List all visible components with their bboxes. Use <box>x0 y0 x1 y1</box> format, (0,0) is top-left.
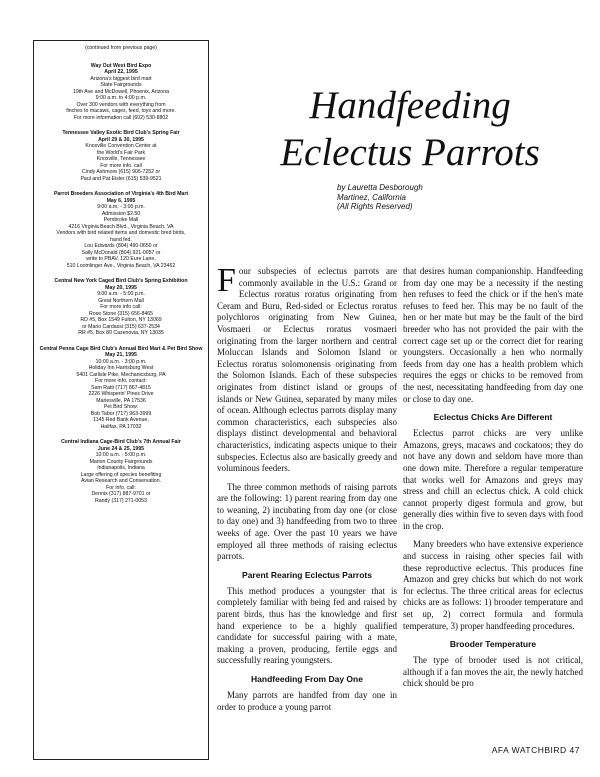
article-title <box>250 82 570 176</box>
event-detail-line: 19th Ave and McDowell, Phoenix, Arizona <box>73 88 169 95</box>
section-heading: Parent Rearing Eclectus Parrots <box>242 569 372 580</box>
event-detail-line: Halifax, PA 17032 <box>100 423 142 430</box>
event-detail-line: 9:00 a.m. - 3:00 p.m. <box>97 204 145 210</box>
event-detail-line: Randy (317) 271-0053 <box>95 497 147 504</box>
event-detail-line: Bob Tabor (717) 963-3999 <box>90 410 152 417</box>
event-detail-line: or Mario Cardassi (315) 637-2534 <box>82 323 160 330</box>
event-detail-line: Great Northern Mall <box>98 297 144 304</box>
byline-author: by Lauretta Desborough <box>337 183 423 192</box>
title-line-1: Handfeeding <box>309 84 511 127</box>
event-detail-line: Lou Edwards (804) 490-0650 or <box>84 243 158 249</box>
event-detail-line: 5401 Carlisle Pike, Mechanicsburg, PA <box>76 371 166 378</box>
event-detail-line: Pembroke Mall <box>103 217 139 223</box>
event-listing <box>38 63 204 122</box>
event-detail-line: Paul and Pat Eisler (615) 539-9521 <box>80 175 162 182</box>
event-detail-line: Marion County Fairgrounds <box>89 458 153 465</box>
event-detail-line: 510 Loomlinger Ave., Virginia Beach, VA 23462 <box>66 262 176 269</box>
event-detail-line: RD #5, Box 1549 Fulton, NY 13069 <box>80 317 162 323</box>
event-detail-line: For more info. contact: <box>95 378 147 384</box>
event-detail-line: Pet Bird Show: <box>103 404 139 410</box>
section-heading: Eclectus Chicks Are Different <box>433 412 553 423</box>
event-listing <box>38 191 204 269</box>
event-detail-line: Rose Stone (315) 656-8465 <box>88 310 154 317</box>
event-name: Parrot Breeders Association of Virginia's 4th Bird Mart <box>53 191 189 197</box>
article-column-2 <box>403 266 583 697</box>
event-name: Central New York Caged Bird Club's Spring Exhibition <box>54 278 188 284</box>
paragraph: Many breeders who have extensive experience and success in raising other species fail with these reproductive eclectus. This produces fine Amazon and grey chicks but which do not work for eclectus. The three critical areas for eclectus chicks are as follows: 1) brooder temperature and set up, 2) correct formula and formula temperature, 3) proper handfeeding procedures. <box>403 539 583 631</box>
paragraph: Eclectus parrot chicks are very unlike Amazons, greys, macaws and cockatoos; they do not have any down and seldom have more than one down mite. Therefore a regular temperature that works well for Amazons and greys may stress and chill an eclectus chick. A cold chick cannot properly digest formula and grow, but generally dies within five to seven days with food in the crop. <box>403 428 583 531</box>
event-detail-line: 10:00 a.m. - 5:00 p.m. <box>95 452 147 458</box>
event-listing <box>38 278 204 337</box>
paragraph: The type of brooder used is not critical, although if a fan moves the air, the newly hatched chick should be pro <box>403 655 583 689</box>
event-detail-line: 2226 Whisperin' Pines Drive <box>88 391 154 397</box>
event-detail-line: Vendors with bird related items and domestic bred birds, <box>56 230 186 236</box>
event-detail-line: RR #5, Box 80 Cazenovia, NY 13035 <box>78 330 164 336</box>
event-name: Central Indiana Cage-Bird Club's 7th Annual Fair <box>61 439 181 445</box>
event-detail-line: the World's Fair Park <box>96 149 146 156</box>
event-detail-line: Holiday Inn Harrisburg West <box>88 365 154 371</box>
paragraph: This method produces a youngster that is completely familiar with being fed and raised by parent birds, thus has the knowledge and first hand experience to be a highly qualified candidate for successful pairing with a mate, making a proven, producing, fertile eggs and successfully rearing youngsters. <box>217 585 397 666</box>
article-column-1 <box>217 262 397 720</box>
continued-note: (continued from previous page) <box>85 45 157 51</box>
event-detail-line: Sally McDonald (804) 921-0057 or <box>81 249 161 256</box>
paragraph: Many parrots are handfed from day one in order to produce a young parrot <box>217 690 397 712</box>
event-detail-line: Arizona's biggest bird mart <box>90 75 152 82</box>
event-detail-line: For more information call (602) 530-8802 <box>73 114 169 121</box>
byline-location: Martinez, California <box>337 192 406 202</box>
intro-text: our subspecies of eclectus parrots are commonly available in the U.S.: Grand or Eclectus roratus roratus originating from Ceram and Buru, Red-sided or Eclectus roratus polychloros originating from New Guinea, Vosmaeri or Eclectus roratus vosmaeri originating from the larger northern and central Moluccan Islands and Solomon Island or Eclectus roratus solomonensis originating from the Solomon Islands. Each of these subspecies originates from distinct island or groups of islands or New Guinea, separated by many miles of ocean. Although eclectus parrots display many common characteristics, each subspecies also displays distinct developmental and behavioral characteristics, indicating aspects unique to their subspecies. Eclectus also are basically greedy and voluminous feeders. <box>217 266 397 474</box>
event-detail-line: 1145 Red Bank Avenue, <box>93 417 149 423</box>
drop-cap: F <box>217 262 236 299</box>
event-name: Tennessee Valley Exotic Bird Club's Spring Fair <box>62 130 180 136</box>
event-detail-line: Over 300 vendors with everything from <box>76 101 166 108</box>
event-detail-line: 9:00 a.m. - 5:00 p.m. <box>97 291 145 297</box>
title-line-2: Eclectus Parrots <box>280 131 540 174</box>
event-detail-line: finches to macaws, cages, feed, toys and more. <box>66 108 176 114</box>
event-listing <box>38 346 204 431</box>
event-name: Way Out West Bird Expo <box>90 62 152 69</box>
event-listing <box>38 130 204 182</box>
event-detail-line: write to PBAV, 120 Eure Lane, <box>86 256 156 262</box>
event-date: May 6, 1995 <box>106 197 136 204</box>
event-detail-line: Cindy Ashmore (615) 906-7252 or <box>81 169 161 175</box>
page-footer: AFA WATCHBIRD 47 <box>491 745 580 755</box>
paragraph: The three common methods of raising parrots are the following: 1) parent rearing from day one to weaning, 2) incubating from day one (or close to day one) and 3) handfeeding from two to three weeks of age. Over the past 10 years we have employed all three methods of raising eclectus parrots. <box>217 481 397 562</box>
byline-rights: (All Rights Reserved) <box>337 202 413 211</box>
event-detail-line: For more info call: <box>100 304 142 310</box>
event-date: April 29 & 30, 1995 <box>98 136 144 143</box>
event-detail-line: Indianapolis, Indiana <box>97 465 145 471</box>
event-detail-line: For info. call: <box>106 484 136 491</box>
intro-paragraph <box>217 262 397 475</box>
event-detail-line: Avian Research and Conservation. <box>80 478 162 484</box>
events-sidebar <box>33 40 209 760</box>
event-detail-line: Admission $2.50 <box>101 210 141 217</box>
event-detail-line: Mariesville, PA 17536 <box>96 397 146 404</box>
event-detail-line: Knoxville Convention Center at <box>85 143 157 149</box>
event-detail-line: 10:00 a.m. - 3:00 p.m. <box>95 358 147 365</box>
event-name: Central Penna Cage Bird Club's Annual Bird Mart & Pet Bird Show <box>39 345 203 352</box>
event-detail-line: Sam Ratti (717) 867-4815 <box>91 384 151 391</box>
section-heading: Brooder Temperature <box>449 639 537 650</box>
event-date: May 21, 1995 <box>105 352 137 358</box>
events-list <box>38 63 204 505</box>
event-detail-line: hand fed. <box>110 236 132 243</box>
section-heading: Handfeeding From Day One <box>251 674 363 684</box>
event-detail-line: Knoxville, Tennessee <box>96 156 146 162</box>
event-detail-line: 9:00 a.m. to 4:00 p.m. <box>95 95 147 101</box>
event-detail-line: 4216 Virginia Beach Blvd., Virginia Beach, VA <box>68 223 174 230</box>
paragraph: that desires human companionship. Handfeeding from day one may be a necessity if the nesting hen refuses to feed the chick or if the hen's mate refuses to feed her. This may be no fault of the hen or her mate but may be the fault of the bird breeder who has not provided the pair with the correct cage set up or the correct diet for rearing youngsters. Occasionally a hen who normally feeds from day one has a health problem which requires the eggs or chicks to be removed from the nest, necessitating handfeeding from day one or close to day one. <box>403 266 583 404</box>
event-date: April 22, 1995 <box>104 69 138 75</box>
event-detail-line: For more info. call <box>100 162 142 169</box>
event-listing <box>38 439 204 504</box>
event-detail-line: State Fairgrounds <box>100 82 142 88</box>
event-detail-line: Large offering of species benefiting <box>80 471 162 478</box>
byline <box>337 183 537 212</box>
event-detail-line: Dennis (317) 887-9701 or <box>91 491 151 497</box>
event-date: June 24 & 25, 1995 <box>97 445 145 452</box>
event-date: May 20, 1995 <box>105 284 137 291</box>
